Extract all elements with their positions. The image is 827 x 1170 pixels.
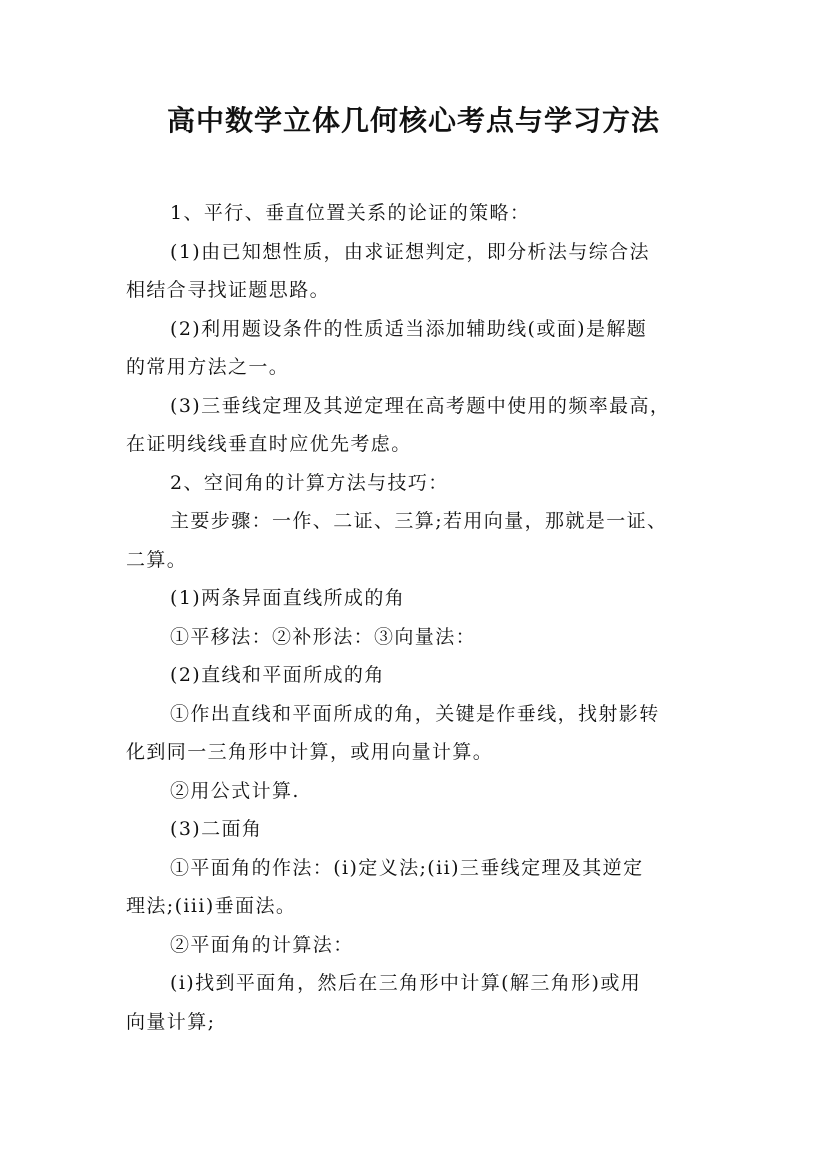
paragraph-line: ①平移法：②补形法：③向量法： [170,625,477,648]
document-title: 高中数学立体几何核心考点与学习方法 [166,104,660,137]
paragraph-line: 2、空间角的计算方法与技巧： [170,471,449,494]
paragraph-line: (1)由已知想性质，由求证想判定，即分析法与综合法 [170,240,650,263]
paragraph-line: (2)直线和平面所成的角 [170,664,385,686]
paragraph-line: 理法;(iii)垂面法。 [126,895,297,917]
paragraph-line: 主要步骤：一作、二证、三算;若用向量，那就是一证、 [170,510,668,532]
paragraph-line: 1、平行、垂直位置关系的论证的策略： [170,202,531,224]
paragraph-line: ①作出直线和平面所成的角，关键是作垂线，找射影转 [170,702,660,725]
paragraph-line: (i)找到平面角，然后在三角形中计算(解三角形)或用 [170,972,642,994]
paragraph-line: 的常用方法之一。 [126,356,290,378]
paragraph-line: 在证明线线垂直时应优先考虑。 [126,433,412,455]
paragraph-line: ①平面角的作法：(i)定义法;(ii)三垂线定理及其逆定 [170,856,644,879]
paragraph-line: (3)三垂线定理及其逆定理在高考题中使用的频率最高， [170,394,671,417]
document-body [126,194,706,1041]
paragraph-line: 相结合寻找证题思路。 [126,279,331,301]
paragraph-line: 二算。 [126,548,188,571]
paragraph-line: (2)利用题设条件的性质适当添加辅助线(或面)是解题 [170,317,648,340]
paragraph-line: ②用公式计算. [170,779,300,802]
paragraph-line: 化到同一三角形中计算，或用向量计算。 [126,741,494,763]
paragraph-line: 向量计算; [126,1010,216,1033]
paragraph-line: ②平面角的计算法： [170,933,354,956]
paragraph-line: (1)两条异面直线所成的角 [170,587,406,609]
paragraph-line: (3)二面角 [170,818,263,840]
